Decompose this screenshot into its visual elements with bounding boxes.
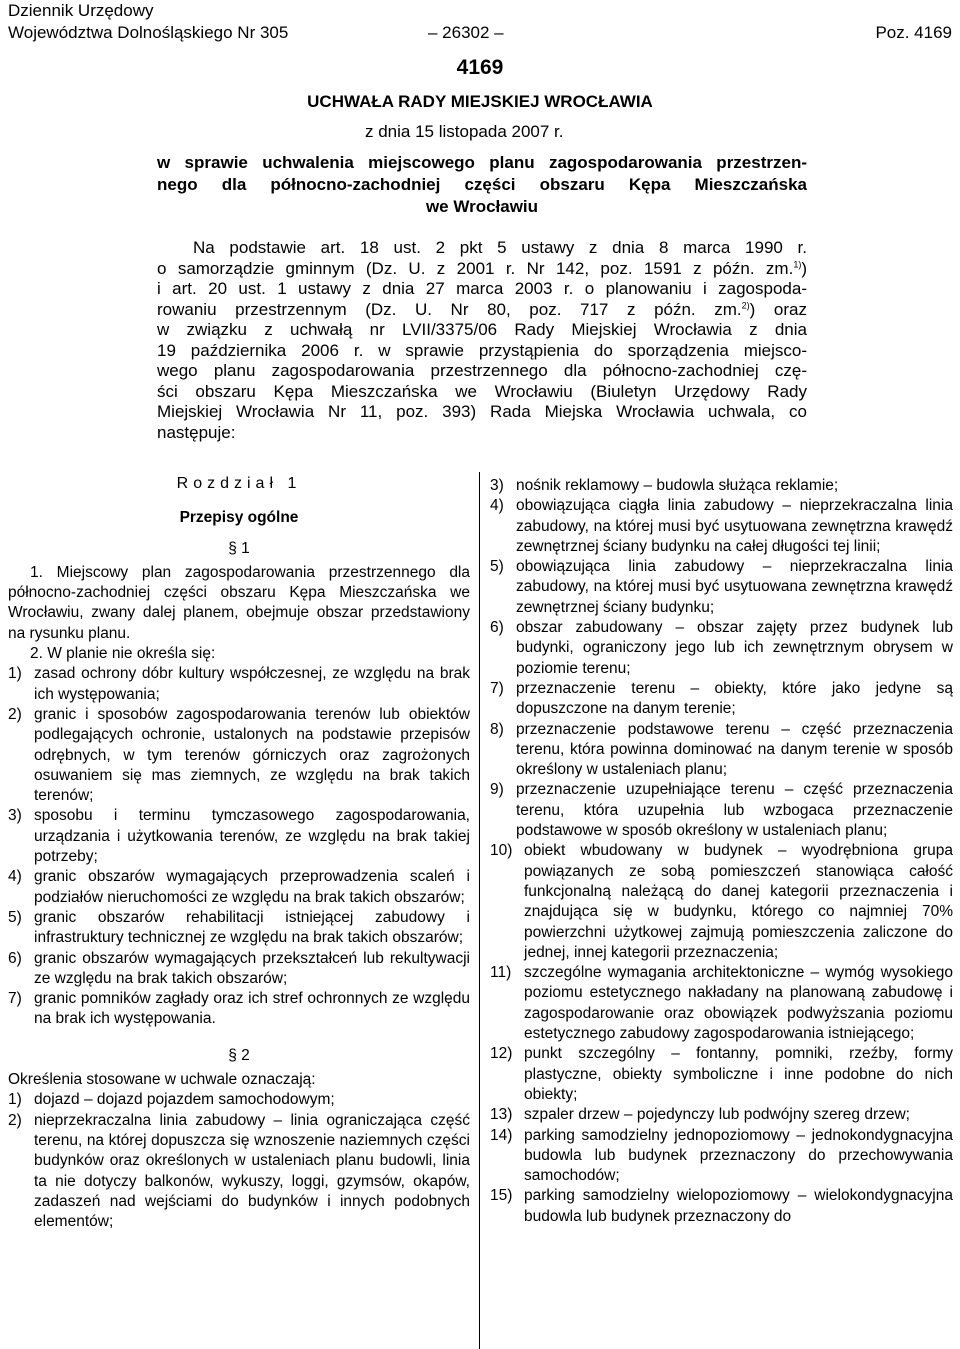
list-item-number: 7): [8, 990, 22, 1008]
preamble-line: 19 października 2006 r. w sprawie przystąpienia do sporządzenia miejsco-: [157, 340, 807, 360]
list-item: [490, 1105, 953, 1125]
list-item-text: granic obszarów wymagających przekształceń lub rekultywacji ze względu na brak takich obszarów;: [34, 949, 470, 987]
chapter-label: Rozdział 1: [176, 475, 302, 492]
list-item: [8, 705, 470, 806]
list-item-number: 1): [8, 1091, 22, 1109]
resolution-title: UCHWAŁA RADY MIEJSKIEJ WROCŁAWIA: [307, 92, 653, 111]
list-item-number: 7): [490, 679, 504, 697]
list-item-text: przeznaczenie uzupełniające terenu – część przeznaczenia terenu, która uzupełnia lub wzbogaca przeznaczenie podstawowe w sposób określony w ustaleniach planu;: [516, 781, 953, 840]
section-1-list: [8, 664, 470, 1029]
paragraph-text: Miejscowy plan zagospodarowania przestrzennego dla północno-zachodniej części obszaru Kępa Mieszczańska we Wrocławiu, zwany dalej planem, obejmuje obszar przedstawiony na rysunku planu.: [8, 563, 470, 642]
list-item-text: przeznaczenie terenu – obiekty, które jako jedyne są dopuszczone na danym terenie;: [516, 679, 953, 718]
list-item-number: 6): [8, 949, 22, 967]
journal-title-line2: Województwa Dolnośląskiego Nr 305: [8, 23, 289, 42]
list-item: [8, 664, 470, 705]
list-item: [490, 496, 953, 557]
paragraph-number: 1.: [30, 563, 43, 581]
list-item-number: 5): [8, 908, 22, 926]
list-item-text: sposobu i terminu tymczasowego zagospodarowania, urządzania i użytkowania terenów, ze względu na brak takiej potrzeby;: [34, 807, 470, 866]
chapter-title: Przepisy ogólne: [179, 509, 299, 527]
list-item: [490, 679, 953, 720]
list-item: [490, 1044, 953, 1105]
subject-line-1: w sprawie uchwalenia miejscowego planu zagospodarowania przestrzen-: [157, 153, 807, 172]
list-item: [8, 949, 470, 990]
section-1-mark: § 1: [228, 539, 250, 557]
list-item: [490, 841, 953, 963]
list-item: [490, 618, 953, 679]
position-number: Poz. 4169: [875, 23, 952, 42]
preamble: [157, 238, 807, 443]
list-item-number: 4): [8, 868, 22, 886]
act-number: 4169: [456, 56, 504, 79]
preamble-text: ) oraz: [749, 299, 807, 319]
list-item-number: 9): [490, 781, 504, 799]
preamble-line: i art. 20 ust. 1 ustawy z dnia 27 marca 2003 r. o planowaniu i zagospoda-: [157, 279, 807, 298]
list-item-text: granic i sposobów zagospodarowania terenów lub obiektów podlegających ochronie, ustalonych na podstawie przepisów odrębnych, w tym terenów górniczych oraz zagrożonych osuwaniem się mas ziemnych, ze względu na brak takich terenów;: [34, 705, 470, 805]
list-item-text: punkt szczególny – fontanny, pomniki, rzeźby, formy plastyczne, obiekty symboliczne i inne podobne do nich obiekty;: [524, 1045, 953, 1103]
list-item-number: 5): [490, 558, 504, 576]
preamble-text: ): [801, 258, 807, 278]
list-item: [8, 1090, 470, 1110]
list-item-text: parking samodzielny jednopoziomowy – jednokondygnacyjna budowla lub budynek przeznaczony do przechowywania samochodów;: [524, 1126, 953, 1185]
list-item: [8, 806, 470, 867]
section-2-mark: § 2: [228, 1046, 250, 1064]
preamble-line: ści obszaru Kępa Mieszczańska we Wrocławiu (Biuletyn Urzędowy Rady: [157, 381, 807, 401]
journal-title-line1: Dziennik Urzędowy: [8, 1, 154, 20]
preamble-text: o samorządzie gminnym (Dz. U. z 2001 r. Nr 142, poz. 1591 z późn. zm.: [157, 258, 794, 278]
list-item-number: 1): [8, 665, 22, 683]
list-item-number: 6): [490, 619, 504, 637]
list-item-text: nieprzekraczalna linia zabudowy – linia ograniczająca część terenu, na której dopuszcza się wznoszenie naziemnych części budynków oraz określonych w ustaleniach planu budowli, linia ta nie dotyczy balkonów, wykuszy, loggi, gzymsów, okapów, zadaszeń nad wejściami do budynków i innych podobnych elementów;: [34, 1111, 470, 1231]
list-item-text: szczególne wymagania architektoniczne – wymóg wysokiego poziomu estetycznego nakładany na planowaną zabudowę i zagospodarowanie oraz obowiązek podwyższania poziomu estetycznego zabudowy zagospodarowania istniejącego;: [524, 964, 953, 1043]
preamble-line: następuje:: [157, 422, 236, 442]
column-divider: [479, 472, 480, 1349]
list-item-number: 2): [8, 705, 22, 723]
list-item-text: granic obszarów rehabilitacji istniejącej zabudowy i infrastruktury technicznej ze względu na brak takich obszarów;: [34, 908, 470, 947]
list-item-text: obszar zabudowany – obszar zajęty przez budynek lub budynki, ograniczony jego lub ich zewnętrznym obrysem w poziomie terenu;: [516, 619, 953, 677]
list-item-text: obowiązująca linia zabudowy – nieprzekraczalna linia zabudowy, na której musi być usytuowana zewnętrzna krawędź zewnętrznej ściany budynku;: [516, 558, 953, 616]
preamble-line: w związku z uchwałą nr LVII/3375/06 Rady Miejskiej Wrocławia z dnia: [157, 320, 807, 339]
resolution-subject: [157, 152, 807, 218]
list-item: [490, 780, 953, 841]
list-item-number: 3): [8, 807, 22, 825]
list-item: [490, 557, 953, 618]
list-item-number: 8): [490, 720, 504, 738]
list-item-text: obiekt wbudowany w budynek – wyodrębniona grupa powiązanych ze sobą pomieszczeń stanowiąca całość funkcjonalną należącą do danej kategorii przeznaczenia i znajdująca się w budynku, którego co najmniej 70% powierzchni użytkowej zajmują pomieszczenia zaliczone do jednej, innej kategorii przeznaczenia;: [524, 842, 953, 961]
preamble-text: rowaniu przestrzennym (Dz. U. Nr 80, poz. 717 z późn. zm.: [157, 299, 742, 319]
section-2-intro: Określenia stosowane w uchwale oznaczają:: [8, 1071, 316, 1089]
list-item: [8, 867, 470, 908]
section-2-list-right: [490, 476, 953, 1227]
list-item-number: 13): [490, 1106, 513, 1124]
list-item-text: dojazd – dojazd pojazdem samochodowym;: [34, 1091, 335, 1109]
list-item-text: szpaler drzew – pojedynczy lub podwójny szereg drzew;: [524, 1106, 910, 1124]
list-item-text: granic obszarów wymagających przeprowadzenia scaleń i podziałów nieruchomości ze względu na brak takich obszarów;: [34, 868, 470, 906]
paragraph-1: [8, 563, 470, 644]
list-item: [490, 476, 953, 496]
list-item: [8, 1111, 470, 1233]
list-item-number: 3): [490, 477, 504, 494]
list-item-number: 14): [490, 1126, 513, 1144]
list-item-text: przeznaczenie podstawowe terenu – część przeznaczenia terenu, która powinna dominować na danym terenie w sposób określony w ustaleniach planu;: [516, 720, 953, 779]
list-item: [490, 720, 953, 781]
paragraph-number: 2.: [30, 645, 43, 663]
left-column: [8, 474, 470, 1232]
resolution-date: z dnia 15 listopada 2007 r.: [365, 122, 564, 141]
footnote-ref: 1): [793, 258, 802, 269]
preamble-line: Na podstawie art. 18 ust. 2 pkt 5 ustawy z dnia 8 marca 1990 r.: [193, 238, 807, 257]
preamble-line: [157, 300, 807, 321]
section-2-list-left: [8, 1090, 470, 1232]
list-item-text: nośnik reklamowy – budowla służąca reklamie;: [516, 477, 839, 494]
subject-line-3: we Wrocławiu: [425, 197, 539, 216]
list-item: [490, 963, 953, 1044]
list-item: [8, 908, 470, 949]
list-item: [490, 1126, 953, 1187]
list-item-number: 2): [8, 1111, 22, 1129]
preamble-line: [157, 259, 807, 280]
page-number: – 26302 –: [428, 23, 504, 42]
list-item-number: 11): [490, 964, 512, 982]
list-item: [8, 989, 470, 1030]
list-item: [490, 1186, 953, 1227]
list-item-number: 12): [490, 1045, 513, 1063]
preamble-line: wego planu zagospodarowania przestrzennego dla północno-zachodniej czę-: [157, 361, 807, 380]
footnote-ref: 2): [741, 299, 750, 310]
list-item-text: obowiązująca ciągła linia zabudowy – nieprzekraczalna linia zabudowy, na której musi być usytuowana zewnętrzna krawędź zewnętrznej ściany budynku na całej długości tej linii;: [516, 497, 953, 555]
list-item-text: zasad ochrony dóbr kultury współczesnej, ze względu na brak ich występowania;: [34, 665, 470, 703]
list-item-number: 4): [490, 497, 504, 515]
right-column: [490, 476, 953, 1227]
list-item-number: 10): [490, 842, 513, 860]
list-item-text: granic pomników zagłady oraz ich stref ochronnych ze względu na brak ich występowania.: [34, 990, 470, 1028]
list-item-text: parking samodzielny wielopoziomowy – wielokondygnacyjna budowla lub budynek przeznaczony do: [524, 1187, 953, 1225]
subject-line-2: nego dla północno-zachodniej części obszaru Kępa Mieszczańska: [157, 175, 807, 194]
list-item-number: 15): [490, 1187, 513, 1205]
preamble-line: Miejskiej Wrocławia Nr 11, poz. 393) Rada Miejska Wrocławia uchwala, co: [157, 402, 807, 421]
paragraph-2: [8, 644, 470, 664]
paragraph-text: W planie nie określa się:: [47, 645, 216, 663]
